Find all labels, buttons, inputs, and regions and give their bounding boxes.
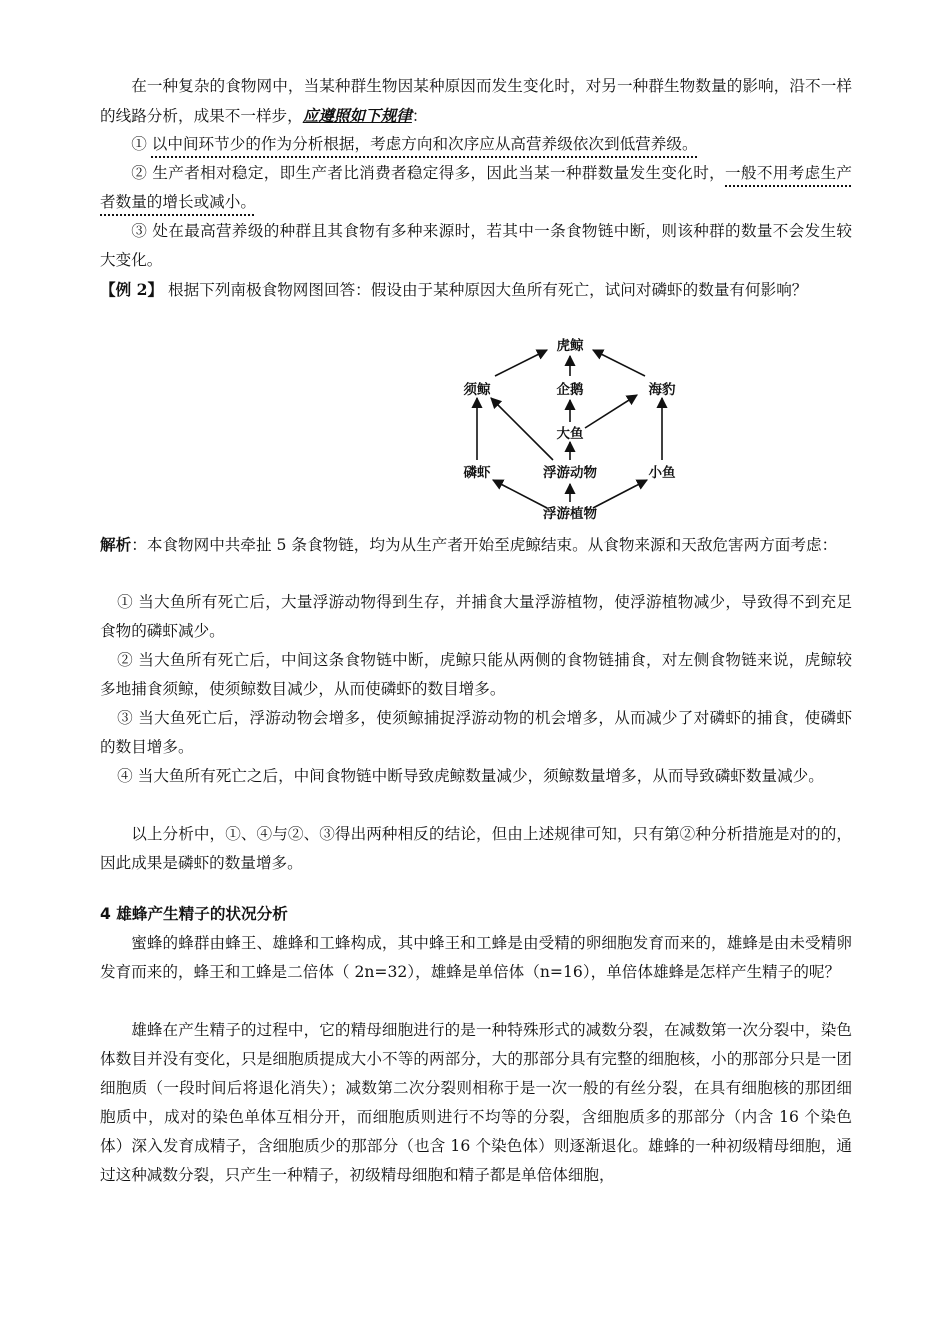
arrow-phyto-to-smallfish — [593, 480, 647, 508]
node-killer-whale: 虎鲸 — [556, 338, 584, 354]
example-label: 【例 2】 — [100, 280, 164, 299]
node-seal: 海豹 — [648, 382, 676, 398]
node-small-fish: 小鱼 — [648, 465, 676, 481]
arrow-seal-to-killer — [593, 350, 645, 376]
rule-emphasis: 应遵照如下规律 — [302, 106, 412, 125]
rule-3-num: ③ — [131, 222, 148, 240]
analysis-point-2 — [100, 646, 852, 704]
rule-1-text: 以中间环节少的作为分析根据，考虑方向和次序应从高营养级依次到低营养级。 — [151, 135, 698, 153]
food-web-diagram — [455, 332, 695, 524]
section-4-paragraph-1: 蜜蜂的蜂群由蜂王、雄蜂和工蜂构成，其中蜂王和工蜂是由受精的卵细胞发育而来的，雄蜂是由未受精卵发育而来的，蜂王和工蜂是二倍体（ 2n=32），雄蜂是单倍体（n=16），单倍体雄蜂是怎样产生精子的呢？ — [100, 934, 852, 981]
node-krill: 磷虾 — [463, 465, 491, 481]
example-question — [100, 275, 852, 305]
point-3-text: 当大鱼死亡后，浮游动物会增多，使须鲸捕捉浮游动物的机会增多，从而减少了对磷虾的捕食，使磷虾的数目增多。 — [100, 709, 852, 756]
node-zooplankton: 浮游动物 — [543, 465, 597, 481]
analysis-text: 本食物网中共牵扯 5 条食物链，均为从生产者开始至虎鲸结束。从食物来源和天敌危害两方面考虑： — [146, 536, 838, 554]
section-4-heading: 4 雄蜂产生精子的状况分析 — [100, 905, 288, 923]
point-2-num: ② — [117, 651, 134, 669]
intro-colon: ： — [411, 107, 428, 125]
rule-3-text: 处在最高营养级的种群且其食物有多种来源时，若其中一条食物链中断，则该种群的数量不会发生较大变化。 — [100, 222, 852, 269]
rule-2-text-b: 一般不用考虑生产者数量的增长或减小。 — [100, 164, 852, 211]
arrow-phyto-to-krill — [493, 480, 547, 508]
intro-paragraph — [100, 72, 852, 131]
point-3-num: ③ — [117, 709, 134, 727]
analysis-point-1 — [100, 588, 852, 646]
point-4-num: ④ — [117, 767, 133, 785]
node-penguin: 企鹅 — [556, 382, 584, 398]
node-baleen-whale: 须鲸 — [463, 382, 491, 398]
rule-2-num: ② — [131, 164, 148, 182]
analysis-point-4 — [100, 762, 852, 791]
rule-2 — [100, 159, 852, 217]
arrow-zoo-to-baleen — [491, 398, 553, 460]
point-1-text: 当大鱼所有死亡后，大量浮游动物得到生存，并捕食大量浮游植物，使浮游植物减少，导致得不到充足食物的磷虾减少。 — [100, 593, 852, 640]
analysis-point-3 — [100, 704, 852, 762]
intro-text: 在一种复杂的食物网中，当某种群生物因某种原因而发生变化时，对另一种群生物数量的影响，沿不一样的线路分析，成果不一样步， — [100, 77, 852, 125]
analysis-label: 解析 — [100, 535, 132, 554]
node-phytoplankton: 浮游植物 — [543, 506, 597, 522]
point-1-num: ① — [117, 593, 134, 611]
point-2-text: 当大鱼所有死亡后，中间这条食物链中断，虎鲸只能从两侧的食物链捕食，对左侧食物链来说，虎鲸较多地捕食须鲸，使须鲸数目减少，从而使磷虾的数目增多。 — [100, 651, 852, 698]
rule-1-num: ① — [131, 135, 147, 153]
rule-3 — [100, 217, 852, 275]
arrow-bigfish-to-seal — [585, 395, 637, 428]
point-4-text: 当大鱼所有死亡之后，中间食物链中断导致虎鲸数量减少，须鲸数量增多，从而导致磷虾数量减少。 — [137, 767, 824, 785]
rule-1 — [100, 130, 852, 159]
arrow-baleen-to-killer — [495, 350, 547, 376]
node-big-fish: 大鱼 — [556, 426, 584, 442]
analysis-conclusion: 以上分析中，①、④与②、③得出两种相反的结论，但由上述规律可知，只有第②种分析措施是对的的，因此成果是磷虾的数量增多。 — [100, 825, 852, 872]
section-4-paragraph-2: 雄蜂在产生精子的过程中，它的精母细胞进行的是一种特殊形式的减数分裂，在减数第一次分裂中，染色体数目并没有变化，只是细胞质提成大小不等的两部分，大的那部分具有完整的细胞核，小的那部分只是一团细胞质（一段时间后将退化消失）；减数第二次分裂则相称于是一次一般的有丝分裂，在具有细胞核的那团细胞质中，成对的染色单体互相分开，而细胞质则进行不均等的分裂，含细胞质多的那部分（内含 16 个染色体）深入发育成精子，含细胞质少的那部分（也含 16 个染色体）则逐渐退化。雄蜂的一种初级精母细胞，通过这种减数分裂，只产生一种精子，初级精母细胞和精子都是单倍体细胞， — [100, 1021, 852, 1184]
example-text: 根据下列南极食物网图回答：假设由于某种原因大鱼所有死亡，试问对磷虾的数量有何影响？ — [168, 281, 808, 299]
analysis-colon: ： — [131, 536, 147, 554]
rule-2-text-a: 生产者相对稳定，即生产者比消费者稳定得多，因此当某一种群数量发生变化时， — [152, 164, 726, 182]
analysis-intro — [100, 530, 852, 560]
